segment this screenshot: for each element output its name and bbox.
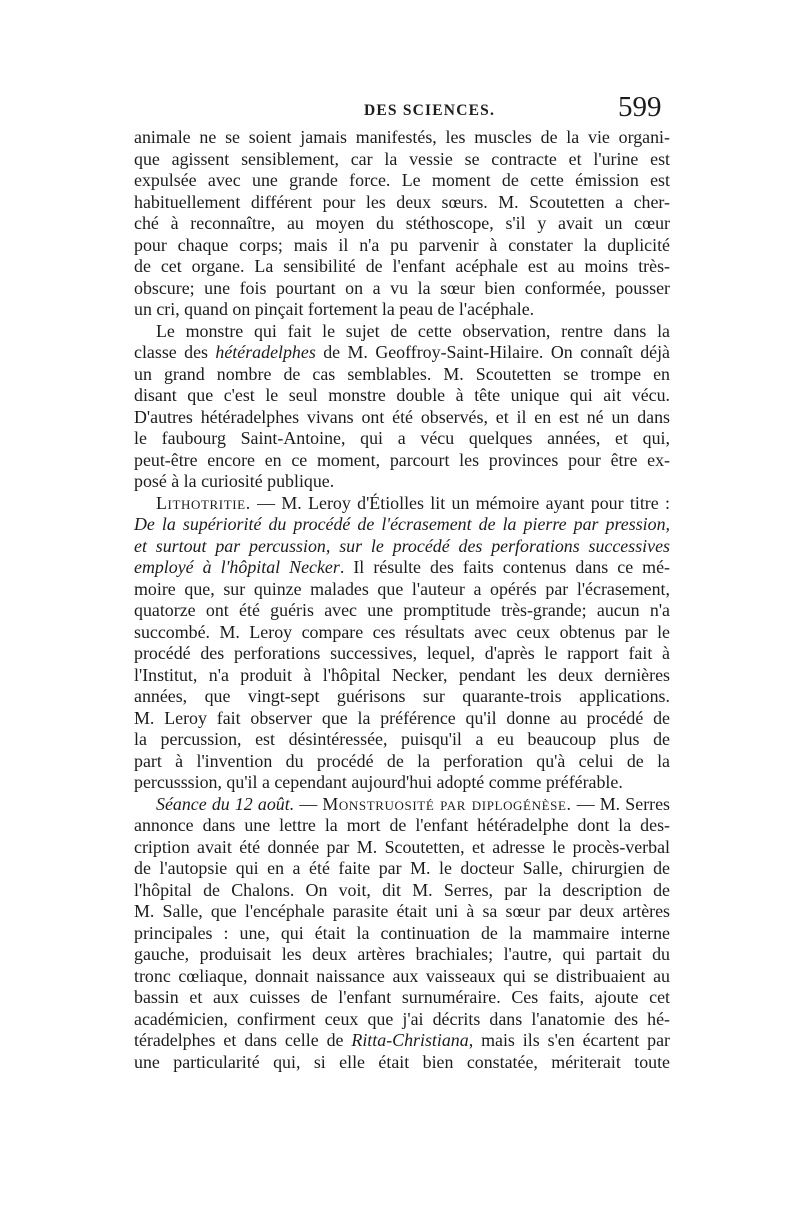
text-line: D'autres hétéradelphes vivans ont été observés, et il en est né un dans bbox=[134, 406, 670, 427]
text-line: disant que c'est le seul monstre double à tête unique qui ait vécu. bbox=[134, 385, 670, 405]
text-line bbox=[134, 342, 670, 364]
italic-term: Ritta-Christiana bbox=[351, 1030, 469, 1050]
text-line: un grand nombre de cas semblables. M. Scoutetten se trompe en bbox=[134, 363, 670, 384]
text-run: classe des bbox=[134, 342, 216, 362]
text-line: moire que, sur quinze malades que l'auteur a opérés par l'écrasement, bbox=[134, 578, 670, 599]
text-line bbox=[134, 557, 670, 579]
section-heading-lithotritie: Lithotritie. bbox=[156, 492, 251, 513]
text-line: tronc cœliaque, donnait naissance aux vaisseaux qui se distribuaient au bbox=[134, 965, 670, 986]
text-line: M. Leroy fait observer que la préférence qu'il donne au procédé de bbox=[134, 707, 670, 728]
text-line: principales : une, qui était la continuation de la mammaire interne bbox=[134, 922, 670, 943]
text-line bbox=[134, 514, 670, 536]
text-line: procédé des perforations successives, lequel, d'après le rapport fait à bbox=[134, 643, 670, 663]
text-line: succombé. M. Leroy compare ces résultats avec ceux obtenus par le bbox=[134, 621, 670, 642]
session-date: Séance du 12 août. bbox=[156, 793, 295, 814]
text-line: obscure; une fois pourtant on a vu la sœur bien conformée, pousser bbox=[134, 277, 670, 298]
page-number: 599 bbox=[618, 91, 662, 123]
text-line: ché à reconnaître, au moyen du stéthoscope, s'il y avait un cœur bbox=[134, 213, 670, 233]
text-line: cription avait été donnée par M. Scoutetten, et adresse le procès-verbal bbox=[134, 836, 670, 857]
text-line: le faubourg Saint-Antoine, qui a vécu quelques années, et qui, bbox=[134, 428, 670, 448]
text-line: que agissent sensiblement, car la vessie se contracte et l'urine est bbox=[134, 148, 670, 169]
text-line: expulsée avec une grande force. Le moment de cette émission est bbox=[134, 170, 670, 190]
text-line bbox=[134, 1030, 670, 1052]
running-title: DES SCIENCES. bbox=[364, 102, 496, 119]
text-run: . Il résulte des faits contenus dans ce mé- bbox=[339, 557, 670, 577]
text-line: de cet organe. La sensibilité de l'enfant acéphale est au moins très- bbox=[134, 256, 670, 276]
text-line bbox=[134, 536, 670, 558]
text-line: percusssion, qu'il a cependant aujourd'hui adopté comme préférable. bbox=[134, 772, 623, 792]
italic-term: hétéradelphes bbox=[215, 342, 316, 362]
text-line: bassin et aux cuisses de l'enfant surnuméraire. Ces faits, ajoute cet bbox=[134, 987, 670, 1007]
text-line: années, que vingt-sept guérisons sur quarante-trois applications. bbox=[134, 686, 670, 706]
memoir-title: De la supériorité du procédé de l'écrasement de la pierre par pression, bbox=[134, 514, 670, 534]
text-line: animale ne se soient jamais manifestés, les muscles de la vie organi- bbox=[134, 127, 670, 147]
paragraph-start bbox=[134, 493, 670, 515]
text-run: téradelphes et dans celle de bbox=[134, 1030, 352, 1050]
text-run: de M. Geoffroy-Saint-Hilaire. On connaît déjà bbox=[315, 342, 670, 362]
text-line: part à l'invention du procédé de la perforation qu'à celui de la bbox=[134, 750, 670, 771]
text-line: une particularité qui, si elle était bien constatée, mériterait toute bbox=[134, 1051, 670, 1072]
text-line: l'hôpital de Chalons. On voit, dit M. Serres, par la description de bbox=[134, 879, 670, 900]
text-line: un cri, quand on pinçait fortement la peau de l'acéphale. bbox=[134, 299, 535, 319]
text-line: M. Salle, que l'encéphale parasite était uni à sa sœur par deux artères bbox=[134, 901, 670, 921]
text-line: la percussion, est désintéressée, puisqu'il a eu beaucoup plus de bbox=[134, 729, 670, 749]
text-line: de l'autopsie qui en a été faite par M. le docteur Salle, chirurgien de bbox=[134, 858, 670, 878]
text-run: , mais ils s'en écartent par bbox=[468, 1030, 670, 1050]
text-run: — M. Serres bbox=[571, 793, 671, 814]
text-run: — M. Leroy d'Étiolles lit un mémoire ayant pour titre : bbox=[250, 492, 670, 513]
text-line: peut-être encore en ce moment, parcourt les provinces pour être ex- bbox=[134, 449, 670, 470]
text-line: l'Institut, n'a produit à l'hôpital Necker, pendant les deux dernières bbox=[134, 664, 670, 685]
text-line: quatorze ont été guéris avec une promptitude très-grande; aucun n'a bbox=[134, 600, 670, 620]
text-line: posé à la curiosité publique. bbox=[134, 471, 335, 491]
memoir-title: et surtout par percussion, sur le procédé des perforations successives bbox=[134, 535, 670, 556]
text-line: gauche, produisait les deux artères brachiales; l'autre, qui partait du bbox=[134, 944, 670, 964]
text-run: — bbox=[294, 793, 323, 814]
paragraph-start bbox=[134, 794, 670, 816]
section-heading-monstruosite: Monstruosité par diplogénèse. bbox=[322, 793, 572, 814]
memoir-title: employé à l'hôpital Necker bbox=[134, 557, 340, 577]
text-line: annonce dans une lettre la mort de l'enfant hétéradelphe dont la des- bbox=[134, 815, 670, 835]
paragraph-start: Le monstre qui fait le sujet de cette observation, rentre dans la bbox=[156, 320, 670, 341]
text-line: pour chaque corps; mais il n'a pu parvenir à constater la duplicité bbox=[134, 234, 670, 255]
body-text bbox=[134, 127, 670, 1073]
page-header bbox=[0, 92, 800, 132]
text-line: académicien, confirment ceux que j'ai décrits dans l'anatomie des hé- bbox=[134, 1008, 670, 1029]
text-line: habituellement différent pour les deux sœurs. M. Scoutetten a cher- bbox=[134, 191, 670, 212]
